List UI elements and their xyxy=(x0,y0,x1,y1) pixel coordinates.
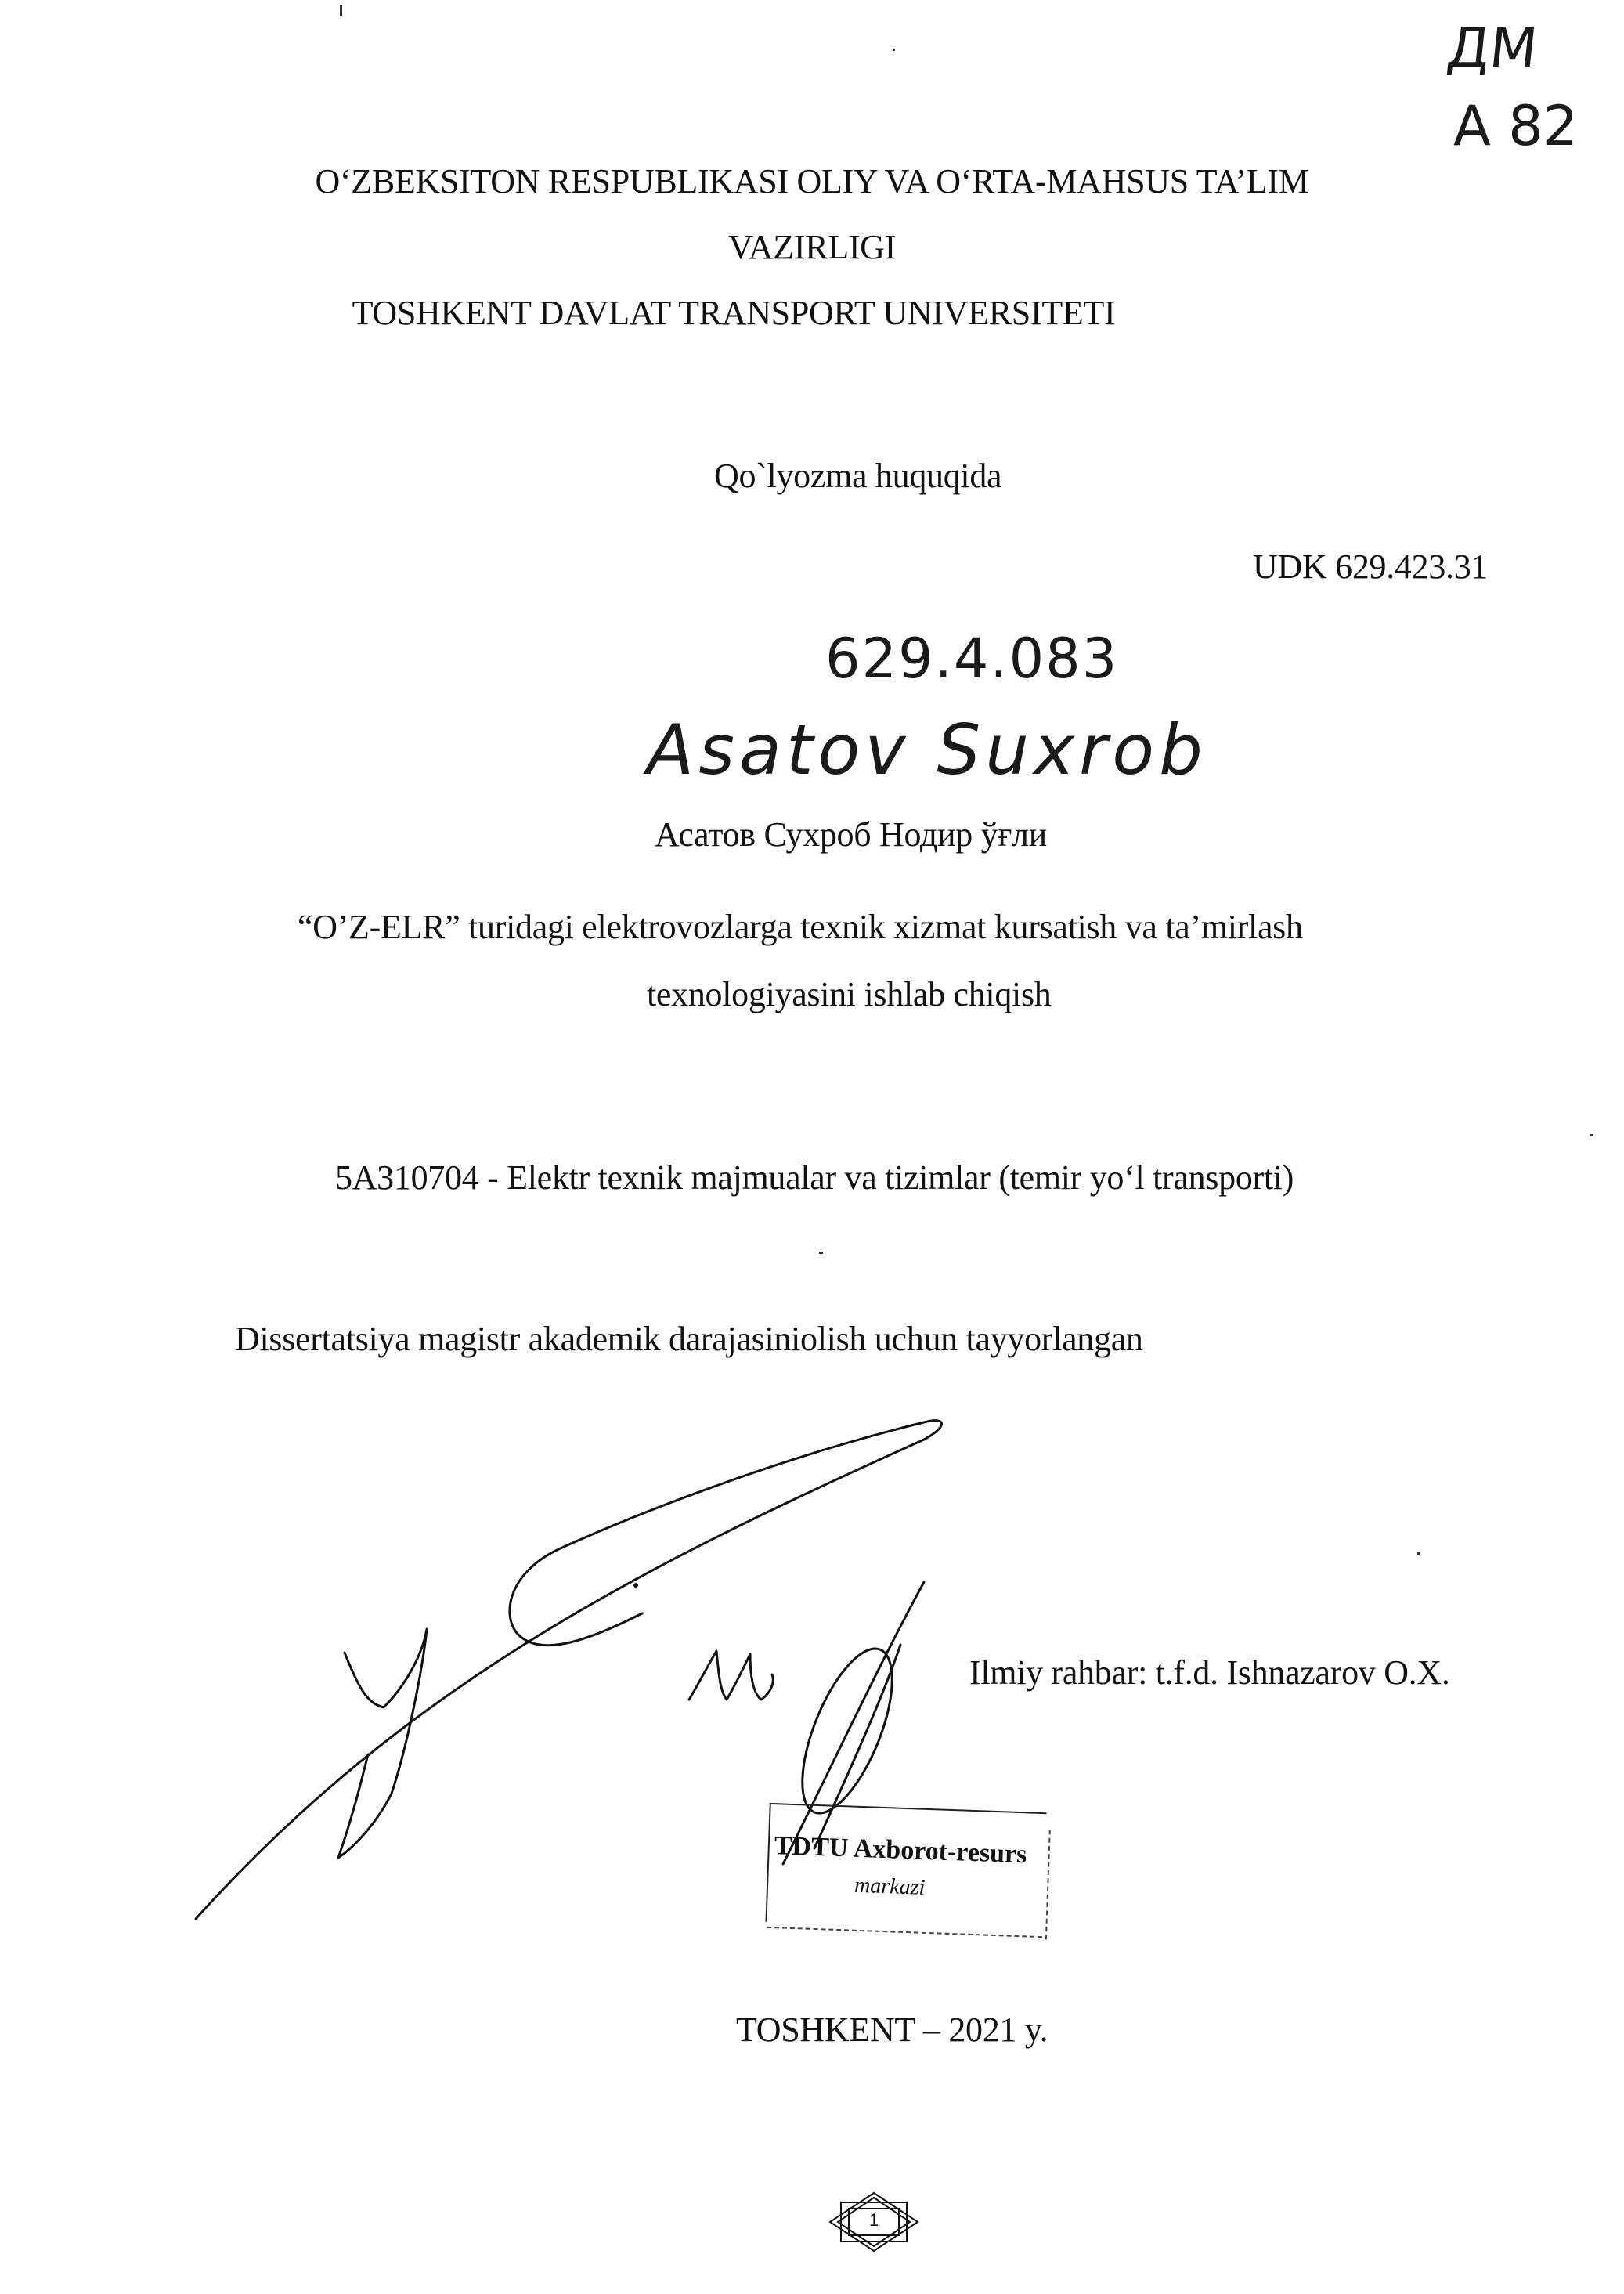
ministry-line1: O‘ZBEKSITON RESPUBLIKASI OLIY VA O‘RTA-MAHSUS TA’LIM xyxy=(315,162,1309,200)
stamp-line2: markazi xyxy=(854,1873,926,1900)
handwritten-code: 629.4.083 xyxy=(825,627,1119,691)
specialty: 5A310704 - Elektr texnik majmualar va tizimlar (temir yo‘l transporti) xyxy=(335,1158,1294,1197)
scan-speck xyxy=(340,5,342,16)
university-name: TOSHKENT DAVLAT TRANSPORT UNIVERSITETI xyxy=(352,294,1116,332)
city-year: TOSHKENT – 2021 y. xyxy=(736,2010,1048,2049)
rights-note: Qo`lyozma huquqida xyxy=(714,457,1002,495)
author-name: Асатов Сухроб Нодир ўғли xyxy=(655,815,1047,854)
thesis-title-line1: “O’Z-ELR” turidagi elektrovozlarga texnik xizmat kursatish va ta’mirlash xyxy=(298,908,1303,946)
dissertation-purpose: Dissertatsiya magistr akademik darajasiniolish uchun tayyorlangan xyxy=(235,1320,1143,1358)
thesis-title-line2: texnologiyasini ishlab chiqish xyxy=(647,975,1052,1013)
corner-note-line2: А 82 xyxy=(1453,94,1579,158)
ministry-line2: VAZIRLIGI xyxy=(727,228,896,266)
handwritten-name: Asatov Suxrob xyxy=(647,710,1207,790)
scan-speck xyxy=(819,1252,823,1254)
stamp-line1: TDTU Axborot-resurs xyxy=(774,1831,1028,1870)
library-stamp xyxy=(765,1803,1046,1931)
page-number: 1 xyxy=(868,2210,879,2230)
scientific-advisor: Ilmiy rahbar: t.f.d. Ishnazarov O.X. xyxy=(969,1653,1450,1692)
udk-code: UDK 629.423.31 xyxy=(1253,547,1489,586)
scan-speck xyxy=(1417,1552,1420,1555)
scan-speck xyxy=(893,49,895,51)
scan-speck xyxy=(1590,1134,1593,1136)
page-number-badge xyxy=(828,2191,919,2252)
corner-note-line1: ДМ xyxy=(1443,16,1541,80)
